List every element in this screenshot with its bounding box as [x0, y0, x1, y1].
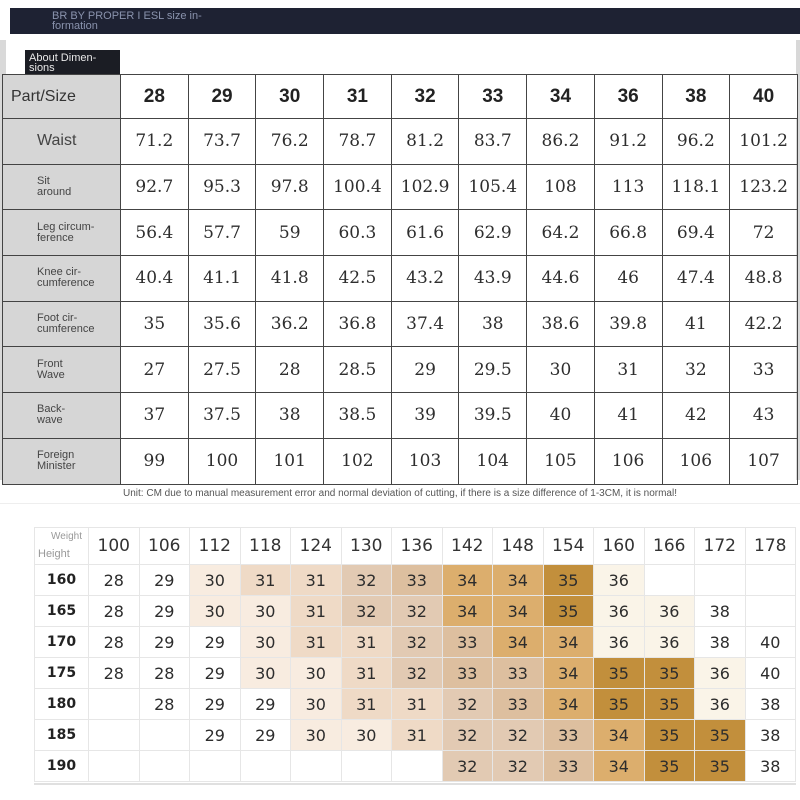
- size-cell: 30: [291, 658, 342, 689]
- size-cell: 36: [594, 627, 645, 658]
- size-cell: 40: [745, 627, 796, 658]
- height-row: [35, 751, 796, 782]
- size-cell: 28: [89, 565, 140, 596]
- dimensions-body: [3, 119, 798, 485]
- dimension-value: 41: [662, 301, 730, 347]
- size-cell: 38: [745, 720, 796, 751]
- weight-header: 148: [493, 528, 544, 565]
- size-cell: 28: [89, 627, 140, 658]
- dimension-value: 78.7: [324, 119, 392, 165]
- height-row: [35, 627, 796, 658]
- dimension-row: [3, 164, 798, 210]
- dimension-value: 37.4: [391, 301, 459, 347]
- dimension-value: 106: [594, 438, 662, 484]
- dimension-value: 102.9: [391, 164, 459, 210]
- dimensions-header-row: [3, 75, 798, 119]
- dimension-value: 41.8: [256, 256, 324, 302]
- size-cell: 31: [291, 596, 342, 627]
- size-cell: 33: [493, 689, 544, 720]
- dimension-value: 40: [527, 393, 595, 439]
- dimension-value: 99: [121, 438, 189, 484]
- size-cell: 29: [240, 720, 291, 751]
- dimension-value: 96.2: [662, 119, 730, 165]
- dimension-label: Leg circum- ference: [3, 210, 121, 256]
- dimension-row: [3, 301, 798, 347]
- size-cell: [190, 751, 241, 782]
- dimension-value: 106: [662, 438, 730, 484]
- size-cell: [745, 596, 796, 627]
- dimension-label: Waist: [3, 119, 121, 165]
- size-cell: 33: [493, 658, 544, 689]
- dimension-value: 105.4: [459, 164, 527, 210]
- dimension-value: 38: [459, 301, 527, 347]
- height-row: [35, 689, 796, 720]
- size-cell: 34: [543, 689, 594, 720]
- top-banner: [10, 8, 800, 34]
- size-cell: [89, 720, 140, 751]
- size-cell: 28: [89, 658, 140, 689]
- height-label: 185: [35, 720, 89, 751]
- dimension-value: 118.1: [662, 164, 730, 210]
- dimension-value: 69.4: [662, 210, 730, 256]
- size-cell: 31: [341, 627, 392, 658]
- dimension-label: Sit around: [3, 164, 121, 210]
- size-cell: 32: [493, 720, 544, 751]
- size-cell: [139, 720, 190, 751]
- weight-header: 136: [392, 528, 443, 565]
- dimension-row: [3, 119, 798, 165]
- height-row: [35, 596, 796, 627]
- weight-header-row: [35, 528, 796, 565]
- dimension-value: 101: [256, 438, 324, 484]
- dimension-value: 42: [662, 393, 730, 439]
- size-cell: 32: [341, 565, 392, 596]
- size-cell: 34: [493, 565, 544, 596]
- dimension-value: 43.9: [459, 256, 527, 302]
- size-cell: 34: [594, 751, 645, 782]
- dimension-value: 39: [391, 393, 459, 439]
- dimension-value: 31: [594, 347, 662, 393]
- dimension-value: 48.8: [730, 256, 798, 302]
- dimension-value: 107: [730, 438, 798, 484]
- dimension-value: 102: [324, 438, 392, 484]
- weight-header: 100: [89, 528, 140, 565]
- size-cell: 35: [594, 689, 645, 720]
- size-header-29: 29: [188, 75, 256, 119]
- dimension-value: 32: [662, 347, 730, 393]
- dimension-value: 46: [594, 256, 662, 302]
- dimension-value: 36.8: [324, 301, 392, 347]
- size-cell: 30: [291, 689, 342, 720]
- size-cell: [392, 751, 443, 782]
- size-cell: [89, 689, 140, 720]
- size-cell: 32: [392, 627, 443, 658]
- dimension-value: 56.4: [121, 210, 189, 256]
- weight-header: 142: [442, 528, 493, 565]
- dimension-value: 101.2: [730, 119, 798, 165]
- size-cell: 30: [190, 596, 241, 627]
- size-cell: 36: [594, 596, 645, 627]
- dimension-value: 35.6: [188, 301, 256, 347]
- size-header-33: 33: [459, 75, 527, 119]
- size-cell: 36: [695, 658, 746, 689]
- dimension-value: 57.7: [188, 210, 256, 256]
- dimension-value: 72: [730, 210, 798, 256]
- dimension-label: Foreign Minister: [3, 438, 121, 484]
- dimension-value: 39.8: [594, 301, 662, 347]
- size-cell: 29: [190, 689, 241, 720]
- dimension-value: 60.3: [324, 210, 392, 256]
- size-header-31: 31: [324, 75, 392, 119]
- size-header-30: 30: [256, 75, 324, 119]
- size-cell: 35: [543, 596, 594, 627]
- height-row: [35, 565, 796, 596]
- size-cell: 32: [442, 689, 493, 720]
- dimension-row: [3, 210, 798, 256]
- dimension-value: 36.2: [256, 301, 324, 347]
- weight-header: 130: [341, 528, 392, 565]
- dimension-value: 38.6: [527, 301, 595, 347]
- height-label: 165: [35, 596, 89, 627]
- dimension-value: 73.7: [188, 119, 256, 165]
- size-cell: 32: [493, 751, 544, 782]
- size-cell: 35: [644, 720, 695, 751]
- dimension-value: 64.2: [527, 210, 595, 256]
- dimension-value: 100.4: [324, 164, 392, 210]
- part-size-header: Part/Size: [3, 75, 121, 119]
- dimension-value: 29: [391, 347, 459, 393]
- dimension-value: 44.6: [527, 256, 595, 302]
- size-cell: 28: [139, 658, 190, 689]
- dimension-value: 91.2: [594, 119, 662, 165]
- size-cell: 36: [594, 565, 645, 596]
- weight-axis-label: Weight: [51, 531, 82, 542]
- size-cell: 34: [493, 596, 544, 627]
- size-cell: 40: [745, 658, 796, 689]
- size-cell: [644, 565, 695, 596]
- dimension-value: 37: [121, 393, 189, 439]
- dimension-value: 47.4: [662, 256, 730, 302]
- size-cell: 29: [190, 627, 241, 658]
- size-cell: 38: [745, 751, 796, 782]
- dimension-value: 66.8: [594, 210, 662, 256]
- weight-header: 172: [695, 528, 746, 565]
- dimension-value: 62.9: [459, 210, 527, 256]
- size-cell: [341, 751, 392, 782]
- size-cell: 30: [240, 596, 291, 627]
- size-cell: 30: [190, 565, 241, 596]
- dimension-row: [3, 347, 798, 393]
- dimension-label: Front Wave: [3, 347, 121, 393]
- dimension-label: Foot cir- cumference: [3, 301, 121, 347]
- size-cell: 36: [644, 596, 695, 627]
- dimension-value: 30: [527, 347, 595, 393]
- size-cell: [139, 751, 190, 782]
- size-cell: 34: [543, 627, 594, 658]
- dimension-value: 104: [459, 438, 527, 484]
- height-row: [35, 658, 796, 689]
- dimension-value: 42.5: [324, 256, 392, 302]
- dimension-value: 100: [188, 438, 256, 484]
- height-label: 170: [35, 627, 89, 658]
- dimension-value: 35: [121, 301, 189, 347]
- section-divider: [0, 503, 800, 523]
- height-weight-corner: [35, 528, 89, 565]
- weight-header: 112: [190, 528, 241, 565]
- weight-header: 106: [139, 528, 190, 565]
- height-row: [35, 720, 796, 751]
- size-header-34: 34: [527, 75, 595, 119]
- size-cell: 30: [291, 720, 342, 751]
- weight-header: 124: [291, 528, 342, 565]
- size-cell: 35: [644, 689, 695, 720]
- size-chart-bottom-line: [34, 783, 796, 785]
- dimension-value: 43: [730, 393, 798, 439]
- dimension-value: 92.7: [121, 164, 189, 210]
- size-cell: 38: [695, 627, 746, 658]
- size-cell: 36: [695, 689, 746, 720]
- height-label: 190: [35, 751, 89, 782]
- size-cell: 29: [240, 689, 291, 720]
- dimension-value: 83.7: [459, 119, 527, 165]
- size-cell: [695, 565, 746, 596]
- size-cell: 28: [139, 689, 190, 720]
- size-cell: 31: [291, 627, 342, 658]
- dimension-value: 61.6: [391, 210, 459, 256]
- dimension-value: 42.2: [730, 301, 798, 347]
- measurement-note: Unit: CM due to manual measurement error and normal deviation of cutting, if there is a size difference of 1-3CM, it is normal!: [123, 488, 677, 499]
- dimension-value: 38: [256, 393, 324, 439]
- size-cell: [240, 751, 291, 782]
- size-cell: 35: [644, 751, 695, 782]
- size-cell: 32: [341, 596, 392, 627]
- weight-header: 166: [644, 528, 695, 565]
- dimension-value: 28.5: [324, 347, 392, 393]
- dimensions-table: [2, 74, 798, 485]
- dimension-value: 41: [594, 393, 662, 439]
- dimension-value: 43.2: [391, 256, 459, 302]
- size-cell: 28: [89, 596, 140, 627]
- height-label: 160: [35, 565, 89, 596]
- size-cell: 32: [392, 658, 443, 689]
- size-header-28: 28: [121, 75, 189, 119]
- dimension-row: [3, 438, 798, 484]
- dimension-value: 86.2: [527, 119, 595, 165]
- size-cell: 33: [442, 658, 493, 689]
- dimension-value: 113: [594, 164, 662, 210]
- size-cell: 29: [190, 720, 241, 751]
- dimension-value: 41.1: [188, 256, 256, 302]
- dimension-value: 37.5: [188, 393, 256, 439]
- dimension-value: 29.5: [459, 347, 527, 393]
- size-cell: 38: [745, 689, 796, 720]
- dimension-value: 81.2: [391, 119, 459, 165]
- size-cell: [745, 565, 796, 596]
- size-cell: 36: [644, 627, 695, 658]
- dimension-value: 108: [527, 164, 595, 210]
- dimension-row: [3, 393, 798, 439]
- dimension-row: [3, 256, 798, 302]
- dimension-value: 97.8: [256, 164, 324, 210]
- weight-header: 160: [594, 528, 645, 565]
- dimension-value: 27.5: [188, 347, 256, 393]
- weight-header: 118: [240, 528, 291, 565]
- height-axis-label: Height: [38, 548, 70, 560]
- size-header-38: 38: [662, 75, 730, 119]
- size-cell: 33: [442, 627, 493, 658]
- banner-title: BR BY PROPER I ESL size in- formation: [52, 10, 202, 32]
- size-cell: 35: [594, 658, 645, 689]
- size-cell: 34: [594, 720, 645, 751]
- size-cell: 35: [644, 658, 695, 689]
- dimension-label: Knee cir- cumference: [3, 256, 121, 302]
- size-cell: 29: [139, 565, 190, 596]
- size-cell: 34: [543, 658, 594, 689]
- weight-header: 154: [543, 528, 594, 565]
- size-cell: 31: [392, 720, 443, 751]
- size-cell: [291, 751, 342, 782]
- size-cell: 31: [392, 689, 443, 720]
- dimension-value: 105: [527, 438, 595, 484]
- size-cell: 32: [442, 751, 493, 782]
- dimension-label: Back- wave: [3, 393, 121, 439]
- size-cell: 34: [493, 627, 544, 658]
- dimension-value: 59: [256, 210, 324, 256]
- size-header-36: 36: [594, 75, 662, 119]
- size-cell: 31: [341, 689, 392, 720]
- size-cell: 34: [442, 596, 493, 627]
- dimension-value: 39.5: [459, 393, 527, 439]
- height-label: 175: [35, 658, 89, 689]
- size-cell: 33: [543, 751, 594, 782]
- size-cell: 29: [190, 658, 241, 689]
- size-cell: 30: [341, 720, 392, 751]
- size-cell: 32: [442, 720, 493, 751]
- dimension-value: 76.2: [256, 119, 324, 165]
- weight-header: 178: [745, 528, 796, 565]
- size-cell: 31: [291, 565, 342, 596]
- size-cell: 35: [695, 720, 746, 751]
- size-cell: 31: [341, 658, 392, 689]
- dimension-value: 33: [730, 347, 798, 393]
- size-cell: 34: [442, 565, 493, 596]
- height-label: 180: [35, 689, 89, 720]
- size-chart: [34, 527, 796, 782]
- size-cell: 30: [240, 658, 291, 689]
- dimension-value: 123.2: [730, 164, 798, 210]
- size-cell: 31: [240, 565, 291, 596]
- size-cell: 30: [240, 627, 291, 658]
- size-cell: 32: [392, 596, 443, 627]
- dimension-value: 38.5: [324, 393, 392, 439]
- dimension-value: 95.3: [188, 164, 256, 210]
- size-header-40: 40: [730, 75, 798, 119]
- size-cell: 33: [392, 565, 443, 596]
- dimension-value: 40.4: [121, 256, 189, 302]
- dimension-value: 103: [391, 438, 459, 484]
- size-cell: 35: [543, 565, 594, 596]
- dimension-value: 71.2: [121, 119, 189, 165]
- size-cell: 29: [139, 627, 190, 658]
- size-cell: 35: [695, 751, 746, 782]
- size-header-32: 32: [391, 75, 459, 119]
- size-cell: 33: [543, 720, 594, 751]
- dimension-value: 28: [256, 347, 324, 393]
- size-cell: [89, 751, 140, 782]
- size-cell: 29: [139, 596, 190, 627]
- height-weight-table: [34, 527, 796, 782]
- about-dimensions-tab: About Dimen- sions: [25, 50, 120, 74]
- dimension-value: 27: [121, 347, 189, 393]
- size-cell: 38: [695, 596, 746, 627]
